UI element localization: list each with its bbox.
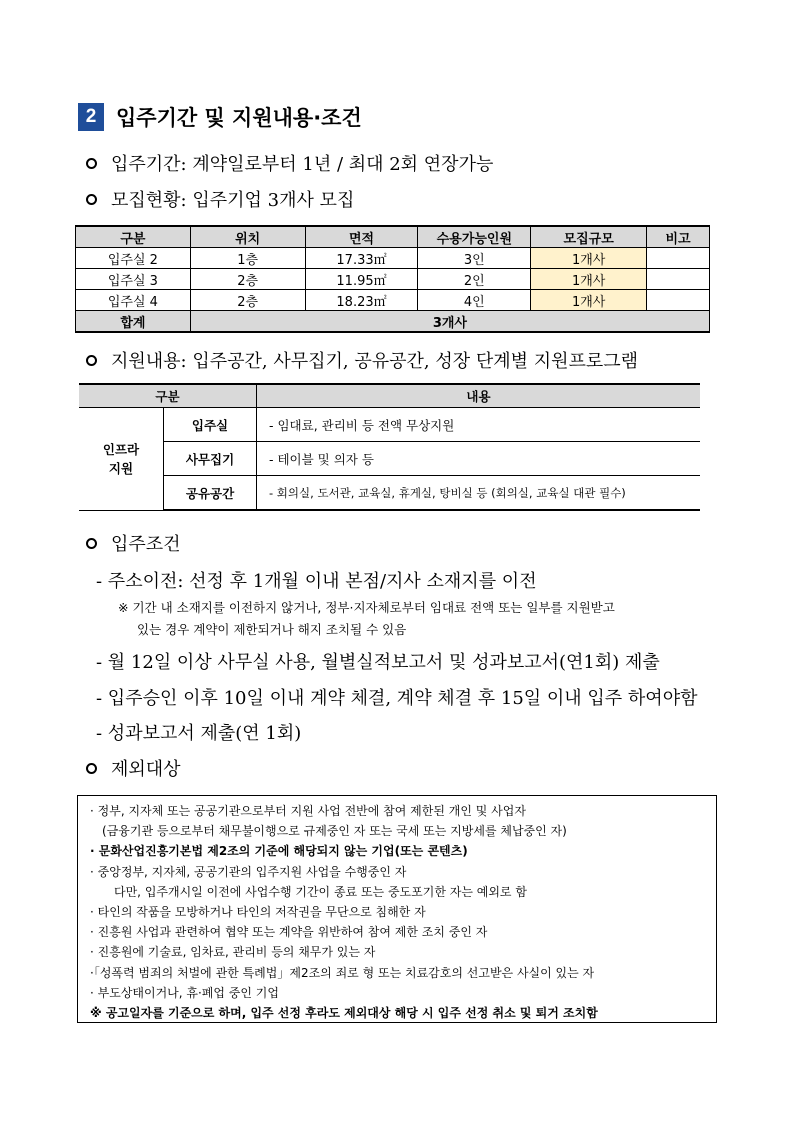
support-table-header xyxy=(79,384,700,408)
support-subcategory: 공유공간 xyxy=(164,476,257,511)
exclusion-box xyxy=(77,795,717,1023)
section-title: 입주기간 및 지원내용·조건 xyxy=(116,106,362,130)
table-cell xyxy=(647,269,710,290)
circle-bullet-icon xyxy=(86,538,97,549)
room-table xyxy=(75,225,710,333)
condition-item: - 입주승인 이후 10일 이내 계약 체결, 계약 체결 후 15일 이내 입주 하여야함 xyxy=(96,688,698,709)
header-cell: 수용가능인원 xyxy=(418,226,531,248)
support-text: 지원내용: 입주공간, 사무집기, 공유공간, 성장 단계별 지원프로그램 xyxy=(111,351,639,372)
table-cell xyxy=(647,290,710,311)
table-cell: 1개사 xyxy=(531,248,647,269)
table-cell: 1개사 xyxy=(531,269,647,290)
table-cell: 입주실 3 xyxy=(76,269,191,290)
support-content: - 테이블 및 의자 등 xyxy=(257,442,701,476)
header-cell: 내용 xyxy=(257,384,701,408)
support-content: - 임대료, 관리비 등 전액 무상지원 xyxy=(257,408,701,442)
circle-bullet-icon xyxy=(86,355,97,366)
table-cell: 입주실 4 xyxy=(76,290,191,311)
table-cell: 입주실 2 xyxy=(76,248,191,269)
period-text: 입주기간: 계약일로부터 1년 / 최대 2회 연장가능 xyxy=(111,154,494,175)
table-cell: 2층 xyxy=(190,290,305,311)
table-row xyxy=(79,408,700,442)
support-line xyxy=(86,347,638,373)
header-cell: 위치 xyxy=(190,226,305,248)
header-cell: 구분 xyxy=(79,384,257,408)
exclusion-line: · 진흥원 사업과 관련하여 협약 또는 계약을 위반하여 참여 제한 조치 중인 자 xyxy=(90,925,488,940)
exclusion-line: · 타인의 작품을 모방하거나 타인의 저작권을 무단으로 침해한 자 xyxy=(90,904,426,919)
condition-item: - 월 12일 이상 사무실 사용, 월별실적보고서 및 성과보고서(연1회) 제출 xyxy=(96,652,660,673)
condition-item: - 주소이전: 선정 후 1개월 이내 본점/지사 소재지를 이전 xyxy=(96,571,537,592)
table-cell: 1층 xyxy=(190,248,305,269)
exclusion-line: 다만, 입주개시일 이전에 사업수행 기간이 종료 또는 중도포기한 자는 예외로 함 xyxy=(114,884,527,899)
table-cell xyxy=(647,248,710,269)
support-table xyxy=(79,383,700,511)
table-cell: 2층 xyxy=(190,269,305,290)
table-row xyxy=(79,476,700,511)
condition-note: 있는 경우 계약이 제한되거나 해지 조치될 수 있음 xyxy=(137,622,407,637)
exclusion-line: · 문화산업진흥기본법 제2조의 기준에 해당되지 않는 기업(또는 콘텐츠) xyxy=(90,844,468,859)
table-row xyxy=(76,290,710,311)
exclusion-title: 제외대상 xyxy=(111,759,181,780)
circle-bullet-icon xyxy=(86,763,97,774)
recruit-text: 모집현황: 입주기업 3개사 모집 xyxy=(111,190,355,211)
support-subcategory: 입주실 xyxy=(164,408,257,442)
exclusion-line: · 부도상태이거나, 휴·폐업 중인 기업 xyxy=(90,985,279,1000)
exclusion-line: ※ 공고일자를 기준으로 하며, 입주 선정 후라도 제외대상 해당 시 입주 선정 취소 및 퇴거 조치함 xyxy=(90,1005,598,1020)
circle-bullet-icon xyxy=(86,158,97,169)
table-cell: 4인 xyxy=(418,290,531,311)
header-cell: 모집규모 xyxy=(531,226,647,248)
table-cell: 1개사 xyxy=(531,290,647,311)
table-total-row xyxy=(76,311,710,333)
conditions-heading xyxy=(86,530,181,556)
table-cell: 3인 xyxy=(418,248,531,269)
total-value: 3개사 xyxy=(190,311,709,333)
table-cell: 18.23㎡ xyxy=(305,290,418,311)
table-row xyxy=(76,269,710,290)
table-cell: 2인 xyxy=(418,269,531,290)
table-row xyxy=(76,248,710,269)
total-label: 합계 xyxy=(76,311,191,333)
section-heading xyxy=(78,101,362,133)
exclusion-line: · 진흥원에 기술료, 임차료, 관리비 등의 채무가 있는 자 xyxy=(90,945,376,960)
table-cell: 11.95㎡ xyxy=(305,269,418,290)
exclusion-line: · 정부, 지자체 또는 공공기관으로부터 지원 사업 전반에 참여 제한된 개인 및 사업자 xyxy=(90,804,526,818)
condition-note: ※ 기간 내 소재지를 이전하지 않거나, 정부·지자체로부터 임대료 전액 또는 일부를 지원받고 xyxy=(118,600,615,615)
conditions-title: 입주조건 xyxy=(111,534,181,555)
section-number: 2 xyxy=(78,103,104,131)
support-subcategory: 사무집기 xyxy=(164,442,257,476)
room-table-header xyxy=(76,226,710,248)
header-cell: 구분 xyxy=(76,226,191,248)
header-cell: 비고 xyxy=(647,226,710,248)
support-category: 인프라 지원 xyxy=(79,408,164,511)
circle-bullet-icon xyxy=(86,194,97,205)
period-line xyxy=(86,150,493,176)
exclusion-line: (금융기관 등으로부터 채무불이행으로 규제중인 자 또는 국세 또는 지방세를 체납중인 자) xyxy=(102,824,567,839)
exclusion-heading xyxy=(86,755,181,781)
condition-item: - 성과보고서 제출(연 1회) xyxy=(96,723,302,744)
table-cell: 17.33㎡ xyxy=(305,248,418,269)
exclusion-line: ·「성폭력 범죄의 처벌에 관한 특례법」제2조의 죄로 형 또는 치료감호의 선고받은 사실이 있는 자 xyxy=(90,965,595,980)
header-cell: 면적 xyxy=(305,226,418,248)
table-row xyxy=(79,442,700,476)
recruit-line xyxy=(86,186,354,212)
support-content: - 회의실, 도서관, 교육실, 휴게실, 탕비실 등 (회의실, 교육실 대관 필수) xyxy=(257,476,701,511)
exclusion-line: · 중앙정부, 지자체, 공공기관의 입주지원 사업을 수행중인 자 xyxy=(90,864,407,879)
